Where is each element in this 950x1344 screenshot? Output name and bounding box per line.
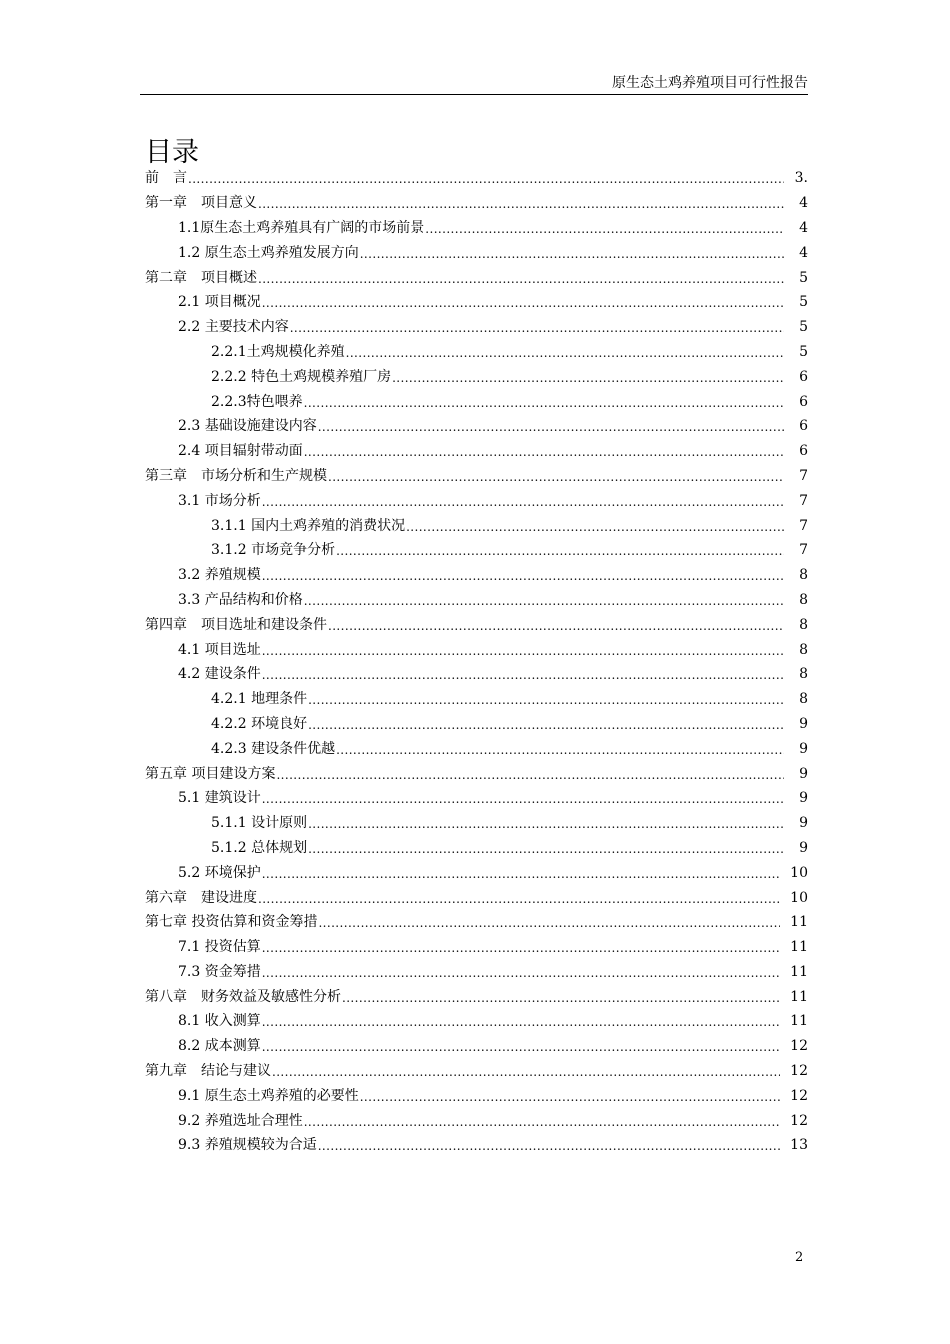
toc-entry-label: 4.2.3 建设条件优越 [211, 740, 336, 757]
toc-entry-label: 7.3 资金筹措 [178, 963, 261, 980]
toc-entry-label: 第九章 结论与建议 [145, 1063, 271, 1080]
toc-entry-label: 2.2.2 特色土鸡规模养殖厂房 [211, 368, 392, 385]
toc-entry-page: 8 [799, 616, 808, 633]
toc-entry-label: 9.2 养殖选址合理性 [178, 1112, 303, 1129]
toc-entry-page: 7 [799, 467, 808, 484]
toc-entry-label: 第五章 项目建设方案 [145, 765, 276, 782]
toc-entry-label: 4.2 建设条件 [178, 666, 261, 683]
toc-entry-page: 10 [790, 864, 808, 881]
toc-entry-page: 7 [799, 542, 808, 559]
toc-dot-leader [342, 990, 780, 1004]
toc-entry-label: 8.2 成本测算 [178, 1038, 261, 1055]
toc-entry-label: 第八章 财务效益及敏感性分析 [145, 988, 341, 1005]
toc-entry-page: 11 [790, 1013, 808, 1030]
toc-entry[interactable] [145, 439, 808, 464]
toc-entry-label: 4.1 项目选址 [178, 641, 261, 658]
toc-entry[interactable] [145, 166, 808, 191]
toc-entry-page: 5 [799, 269, 808, 286]
toc-dot-leader [262, 643, 784, 657]
toc-title: 目录 [145, 137, 199, 169]
toc-entry-label: 2.4 项目辐射带动面 [178, 443, 303, 460]
toc-dot-leader [276, 767, 784, 781]
toc-entry-page: 4 [799, 244, 808, 261]
toc-entry[interactable] [145, 414, 808, 439]
toc-entry[interactable] [145, 1108, 808, 1133]
toc-dot-leader [308, 717, 784, 731]
toc-entry-label: 2.3 基础设施建设内容 [178, 418, 317, 435]
toc-entry[interactable] [145, 389, 808, 414]
toc-entry-page: 6 [799, 418, 808, 435]
toc-entry-label: 2.2.3特色喂养 [211, 393, 303, 410]
toc-dot-leader [328, 469, 784, 483]
toc-entry-label: 5.1 建筑设计 [178, 790, 261, 807]
toc-dot-leader [258, 271, 784, 285]
toc-dot-leader [308, 816, 784, 830]
toc-dot-leader [262, 667, 784, 681]
toc-entry-label: 2.2.1土鸡规模化养殖 [211, 343, 345, 360]
toc-entry[interactable] [145, 984, 808, 1009]
toc-dot-leader [308, 692, 784, 706]
toc-entry-page: 5 [799, 343, 808, 360]
toc-dot-leader [360, 1089, 780, 1103]
toc-entry[interactable] [145, 885, 808, 910]
toc-entry[interactable] [145, 910, 808, 935]
toc-dot-leader [262, 1014, 780, 1028]
toc-entry-label: 8.1 收入测算 [178, 1013, 261, 1030]
toc-entry[interactable] [145, 364, 808, 389]
toc-entry-page: 6 [799, 393, 808, 410]
toc-entry-page: 12 [790, 1063, 808, 1080]
toc-dot-leader [304, 395, 784, 409]
header-title: 原生态土鸡养殖项目可行性报告 [612, 75, 808, 91]
toc-entry[interactable] [145, 216, 808, 241]
toc-dot-leader [304, 593, 784, 607]
toc-entry[interactable] [145, 513, 808, 538]
page-number: 2 [795, 1250, 804, 1265]
toc-dot-leader [262, 940, 780, 954]
toc-entry[interactable] [145, 315, 808, 340]
toc-entry[interactable] [145, 662, 808, 687]
toc-entry-label: 9.1 原生态土鸡养殖的必要性 [178, 1087, 359, 1104]
toc-dot-leader [262, 866, 780, 880]
toc-entry[interactable] [145, 1009, 808, 1034]
toc-entry-page: 8 [799, 591, 808, 608]
toc-entry[interactable] [145, 1083, 808, 1108]
toc-entry-page: 6 [799, 443, 808, 460]
toc-entry[interactable] [145, 761, 808, 786]
toc-dot-leader [258, 196, 784, 210]
toc-entry-label: 第四章 项目选址和建设条件 [145, 616, 327, 633]
toc-dot-leader [406, 519, 784, 533]
toc-entry[interactable] [145, 563, 808, 588]
toc-entry[interactable] [145, 191, 808, 216]
toc-entry-label: 5.2 环境保护 [178, 864, 261, 881]
toc-entry-page: 7 [799, 492, 808, 509]
toc-entry-page: 11 [790, 963, 808, 980]
toc-entry[interactable] [145, 786, 808, 811]
toc-entry-label: 1.2 原生态土鸡养殖发展方向 [178, 244, 359, 261]
toc-entry[interactable] [145, 811, 808, 836]
toc-entry[interactable] [145, 836, 808, 861]
toc-entry[interactable] [145, 687, 808, 712]
toc-entry[interactable] [145, 860, 808, 885]
toc-entry[interactable] [145, 340, 808, 365]
toc-entry[interactable] [145, 1034, 808, 1059]
toc-dot-leader [318, 419, 784, 433]
toc-dot-leader [258, 891, 780, 905]
toc-entry-label: 2.1 项目概况 [178, 294, 261, 311]
toc-entry[interactable] [145, 538, 808, 563]
toc-dot-leader [262, 494, 784, 508]
toc-entry-label: 前 言 [145, 170, 187, 187]
toc-entry-label: 第三章 市场分析和生产规模 [145, 467, 327, 484]
toc-entry-page: 13 [790, 1137, 808, 1154]
toc-dot-leader [346, 345, 784, 359]
toc-entry[interactable] [145, 960, 808, 985]
toc-dot-leader [188, 171, 784, 185]
toc-dot-leader [318, 915, 780, 929]
toc-entry-label: 5.1.2 总体规划 [211, 839, 308, 856]
toc-entry-label: 9.3 养殖规模较为合适 [178, 1137, 317, 1154]
toc-dot-leader [392, 370, 784, 384]
toc-entry-page: 11 [790, 939, 808, 956]
toc-entry-page: 3. [794, 170, 808, 187]
toc-entry-page: 9 [799, 740, 808, 757]
toc-entry-label: 7.1 投资估算 [178, 939, 261, 956]
toc-dot-leader [262, 791, 784, 805]
toc-entry-page: 11 [790, 914, 808, 931]
toc-entry-page: 10 [790, 889, 808, 906]
toc-entry-page: 9 [799, 715, 808, 732]
toc-dot-leader [318, 1138, 780, 1152]
toc-dot-leader [304, 1114, 780, 1128]
toc-entry-page: 4 [799, 219, 808, 236]
toc-entry[interactable] [145, 265, 808, 290]
toc-entry-page: 8 [799, 641, 808, 658]
toc-dot-leader [262, 568, 784, 582]
table-of-contents [145, 166, 808, 1158]
toc-dot-leader [272, 1064, 780, 1078]
toc-entry-label: 第二章 项目概述 [145, 269, 257, 286]
toc-entry-page: 12 [790, 1038, 808, 1055]
toc-dot-leader [425, 221, 784, 235]
toc-entry[interactable] [145, 736, 808, 761]
toc-dot-leader [290, 320, 784, 334]
toc-entry-label: 第一章 项目意义 [145, 195, 257, 212]
toc-entry-page: 5 [799, 294, 808, 311]
toc-entry-page: 11 [790, 988, 808, 1005]
toc-entry-page: 9 [799, 790, 808, 807]
toc-entry-page: 9 [799, 839, 808, 856]
toc-dot-leader [360, 246, 784, 260]
toc-dot-leader [262, 295, 784, 309]
toc-entry-page: 12 [790, 1112, 808, 1129]
toc-entry-label: 第七章 投资估算和资金筹措 [145, 914, 318, 931]
toc-entry[interactable] [145, 612, 808, 637]
toc-entry-label: 3.1.1 国内土鸡养殖的消费状况 [211, 517, 406, 534]
toc-entry-page: 9 [799, 765, 808, 782]
toc-entry-label: 3.2 养殖规模 [178, 567, 261, 584]
toc-entry-page: 9 [799, 815, 808, 832]
toc-dot-leader [336, 543, 784, 557]
toc-entry-label: 第六章 建设进度 [145, 889, 257, 906]
toc-entry[interactable] [145, 935, 808, 960]
toc-entry[interactable] [145, 1133, 808, 1158]
toc-dot-leader [262, 965, 780, 979]
toc-entry-page: 6 [799, 368, 808, 385]
toc-entry[interactable] [145, 464, 808, 489]
toc-entry-label: 3.3 产品结构和价格 [178, 591, 303, 608]
toc-entry[interactable] [145, 588, 808, 613]
toc-entry[interactable] [145, 240, 808, 265]
toc-entry-label: 3.1 市场分析 [178, 492, 261, 509]
toc-dot-leader [304, 444, 784, 458]
toc-dot-leader [328, 618, 784, 632]
toc-entry-label: 4.2.1 地理条件 [211, 691, 308, 708]
toc-entry[interactable] [145, 290, 808, 315]
toc-entry-page: 5 [799, 319, 808, 336]
toc-entry[interactable] [145, 1059, 808, 1084]
toc-entry-page: 7 [799, 517, 808, 534]
toc-entry-label: 1.1原生态土鸡养殖具有广阔的市场前景 [178, 219, 425, 236]
toc-entry-page: 8 [799, 567, 808, 584]
toc-dot-leader [262, 1039, 780, 1053]
toc-dot-leader [336, 742, 784, 756]
toc-entry[interactable] [145, 488, 808, 513]
toc-entry-label: 5.1.1 设计原则 [211, 815, 308, 832]
toc-entry-page: 8 [799, 666, 808, 683]
toc-entry-page: 12 [790, 1087, 808, 1104]
page-header [140, 68, 808, 95]
toc-entry-page: 4 [799, 195, 808, 212]
toc-entry-page: 8 [799, 691, 808, 708]
toc-entry[interactable] [145, 637, 808, 662]
toc-entry-label: 2.2 主要技术内容 [178, 319, 289, 336]
toc-entry[interactable] [145, 712, 808, 737]
toc-entry-label: 3.1.2 市场竞争分析 [211, 542, 336, 559]
toc-dot-leader [308, 841, 784, 855]
toc-entry-label: 4.2.2 环境良好 [211, 715, 308, 732]
